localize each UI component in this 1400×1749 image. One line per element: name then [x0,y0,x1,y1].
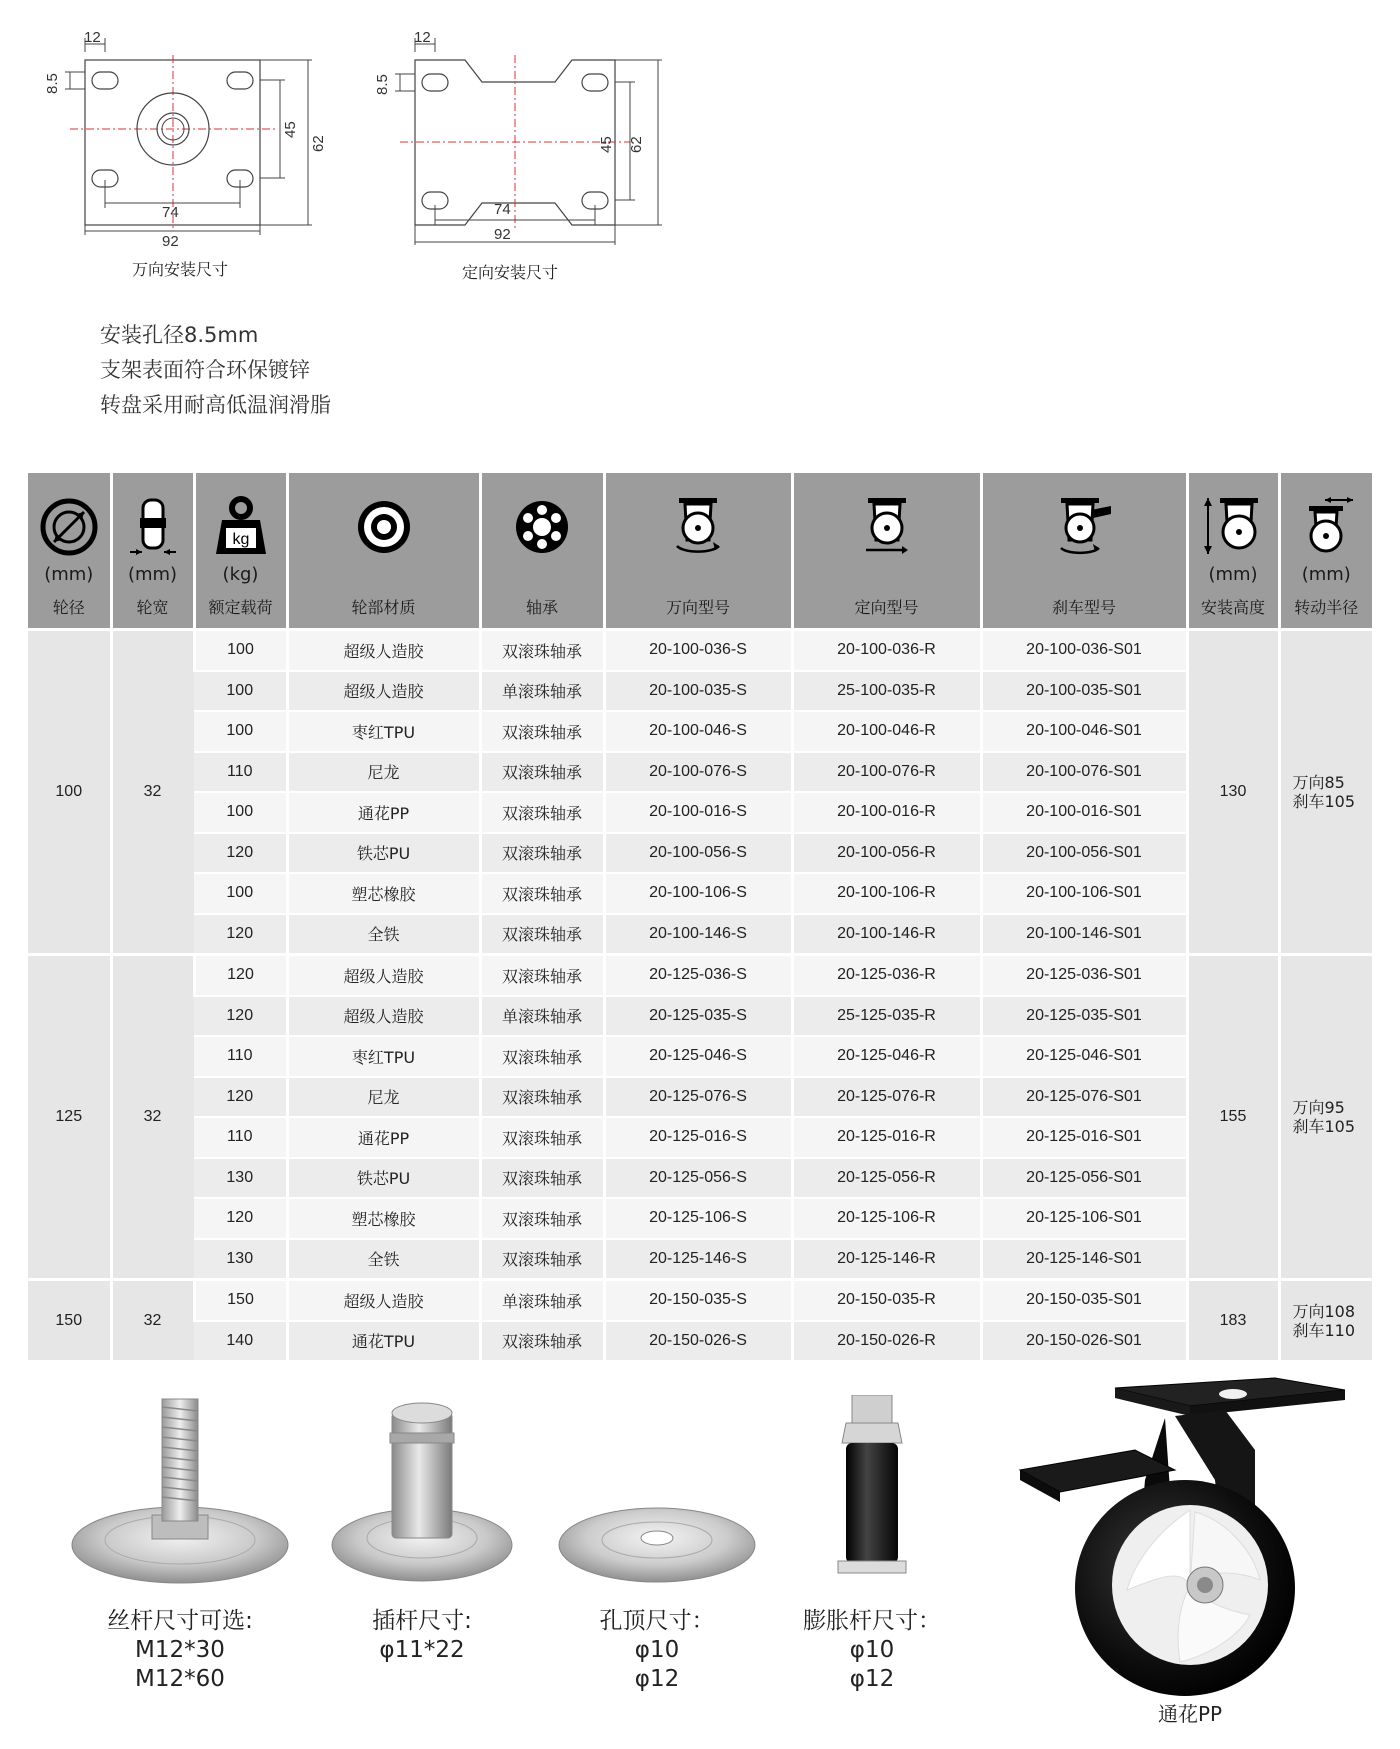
table-row [28,671,1372,712]
bearing-cell: 双滚珠轴承 [480,833,604,874]
load-cell: 100 [194,711,287,752]
rigid-model-cell: 20-150-026-R [792,1321,981,1361]
swivel-radius-line: 万向95 [1292,1098,1345,1117]
expansion-stem-accessory [772,1395,972,1694]
column-unit: (mm) [1301,564,1351,585]
swivel-model-cell: 20-100-046-S [604,711,792,752]
brake-model-cell: 20-100-146-S01 [981,914,1187,955]
load-weight-icon [196,496,286,558]
material-cell: 超级人造胶 [287,671,480,712]
rigid-model-cell: 20-125-106-R [792,1198,981,1239]
swivel-model-cell: 20-100-036-S [604,630,792,671]
spec-note: 安装孔径8.5mm [100,323,259,347]
svg-text:8.5: 8.5 [374,74,391,95]
column-unit: (mm) [1208,564,1258,585]
bearing-cell: 双滚珠轴承 [480,1198,604,1239]
table-row [28,1036,1372,1077]
material-cell: 超级人造胶 [287,630,480,671]
accessory-title: 插杆尺寸: [372,1608,472,1634]
material-cell: 超级人造胶 [287,996,480,1037]
load-cell: 120 [194,833,287,874]
bearing-cell: 双滚珠轴承 [480,914,604,955]
svg-text:74: 74 [162,204,179,221]
column-label: 定向型号 [854,598,919,617]
spec-notes [100,318,331,423]
rigid-model-cell: 20-100-036-R [792,630,981,671]
rigid-model-cell: 25-100-035-R [792,671,981,712]
wheel-diameter-cell: 125 [28,955,111,1280]
load-cell: 120 [194,914,287,955]
load-cell: 100 [194,630,287,671]
threaded-stem-image [60,1395,300,1585]
table-header-row [28,473,1372,630]
table-row [28,1158,1372,1199]
brake-model-cell: 20-100-036-S01 [981,630,1187,671]
rigid-model-cell: 20-100-016-R [792,792,981,833]
material-cell: 塑芯橡胶 [287,1198,480,1239]
swivel-caster-icon [606,496,791,558]
column-header-5 [604,473,792,630]
brake-model-cell: 20-125-036-S01 [981,955,1187,996]
table-row [28,711,1372,752]
load-cell: 120 [194,1198,287,1239]
wheel-material-icon [289,496,479,558]
mounting-height-cell: 183 [1187,1280,1279,1361]
brake-model-cell: 20-100-106-S01 [981,873,1187,914]
brake-model-cell: 20-100-056-S01 [981,833,1187,874]
rigid-model-cell: 20-100-056-R [792,833,981,874]
column-label: 刹车型号 [1051,598,1116,617]
brake-model-cell: 20-150-026-S01 [981,1321,1187,1361]
rigid-model-cell: 20-125-046-R [792,1036,981,1077]
rigid-drawing-caption: 定向安装尺寸 [461,263,558,282]
hole-top-accessory [552,1395,762,1694]
column-header-6 [792,473,981,630]
table-row [28,1198,1372,1239]
swivel-model-cell: 20-125-076-S [604,1077,792,1118]
expansion-stem-image [772,1395,972,1585]
swivel-model-cell: 20-100-056-S [604,833,792,874]
swivel-radius-line: 刹车105 [1292,1117,1356,1136]
load-cell: 100 [194,671,287,712]
swivel-model-cell: 20-100-076-S [604,752,792,793]
swivel-plate-drawing [40,30,340,260]
material-cell: 全铁 [287,914,480,955]
swivel-model-cell: 20-125-056-S [604,1158,792,1199]
table-row [28,630,1372,671]
swivel-model-cell: 20-125-046-S [604,1036,792,1077]
material-cell: 铁芯PU [287,1158,480,1199]
rigid-caster-icon [794,496,980,558]
column-header-1 [111,473,194,630]
column-label: 额定载荷 [208,598,273,617]
brake-model-cell: 20-125-056-S01 [981,1158,1187,1199]
column-label: 轮宽 [136,598,169,617]
accessory-value: M12*30 [135,1637,225,1663]
table-row [28,792,1372,833]
rigid-model-cell: 20-100-146-R [792,914,981,955]
load-cell: 140 [194,1321,287,1361]
bearing-cell: 双滚珠轴承 [480,1158,604,1199]
svg-text:62: 62 [310,135,327,152]
svg-text:12: 12 [414,30,431,46]
load-cell: 130 [194,1239,287,1280]
column-label: 轮径 [52,598,85,617]
swivel-drawing-caption: 万向安装尺寸 [131,260,228,279]
brake-model-cell: 20-150-035-S01 [981,1280,1187,1321]
wheel-diameter-cell: 150 [28,1280,111,1361]
bearing-cell: 双滚珠轴承 [480,1239,604,1280]
wheel-width-cell: 32 [111,955,194,1280]
plug-stem-accessory [322,1395,522,1665]
rigid-model-cell: 20-100-106-R [792,873,981,914]
material-cell: 枣红TPU [287,711,480,752]
column-unit [289,564,479,585]
table-row [28,1280,1372,1321]
rigid-model-cell: 20-125-016-R [792,1117,981,1158]
swivel-radius-cell [1279,955,1372,1280]
accessory-value: φ12 [634,1666,680,1692]
column-unit: (kg) [222,564,259,585]
svg-text:8.5: 8.5 [44,73,61,94]
load-cell: 100 [194,873,287,914]
wheel-diameter-icon [28,496,110,558]
accessory-value: φ12 [849,1666,895,1692]
column-header-9 [1279,473,1372,630]
brake-model-cell: 20-100-035-S01 [981,671,1187,712]
brake-model-cell: 20-125-016-S01 [981,1117,1187,1158]
swivel-radius-cell [1279,630,1372,955]
accessory-value: M12*60 [135,1666,225,1692]
table-row [28,752,1372,793]
table-row [28,1321,1372,1361]
svg-text:92: 92 [494,226,511,243]
brake-caster-icon [983,496,1186,558]
mounting-height-icon [1189,496,1278,558]
rigid-model-cell: 20-125-056-R [792,1158,981,1199]
column-header-2 [194,473,287,630]
wheel-width-icon [113,496,193,558]
plug-stem-image [322,1395,522,1585]
material-cell: 枣红TPU [287,1036,480,1077]
accessory-title: 丝杆尺寸可选: [107,1608,253,1634]
svg-text:45: 45 [598,136,615,153]
bearing-cell: 双滚珠轴承 [480,955,604,996]
load-cell: 150 [194,1280,287,1321]
bearing-cell: 双滚珠轴承 [480,1117,604,1158]
bearing-cell: 双滚珠轴承 [480,752,604,793]
brake-model-cell: 20-125-146-S01 [981,1239,1187,1280]
brake-model-cell: 20-125-106-S01 [981,1198,1187,1239]
brake-model-cell: 20-125-046-S01 [981,1036,1187,1077]
swivel-radius-line: 刹车105 [1292,792,1356,811]
swivel-model-cell: 20-125-036-S [604,955,792,996]
svg-text:12: 12 [84,30,101,46]
column-label: 轴承 [525,598,558,617]
table-body [28,630,1372,1361]
material-cell: 通花PP [287,792,480,833]
svg-text:45: 45 [282,121,299,138]
caster-photo-caption: 通花PP [1158,1702,1223,1726]
swivel-model-cell: 20-100-146-S [604,914,792,955]
wheel-diameter-cell: 100 [28,630,111,955]
material-cell: 尼龙 [287,1077,480,1118]
table-row [28,1077,1372,1118]
bearing-cell: 双滚珠轴承 [480,1321,604,1361]
rigid-model-cell: 20-125-076-R [792,1077,981,1118]
column-header-3 [287,473,480,630]
brake-model-cell: 20-100-076-S01 [981,752,1187,793]
swivel-model-cell: 20-150-035-S [604,1280,792,1321]
table-row [28,1117,1372,1158]
column-header-0 [28,473,111,630]
svg-text:kg: kg [232,531,249,548]
rigid-model-cell: 20-150-035-R [792,1280,981,1321]
table-row [28,833,1372,874]
column-label: 轮部材质 [351,598,416,617]
material-cell: 全铁 [287,1239,480,1280]
mounting-height-cell: 155 [1187,955,1279,1280]
table-row [28,955,1372,996]
load-cell: 110 [194,752,287,793]
load-cell: 110 [194,1117,287,1158]
svg-text:62: 62 [628,136,645,153]
column-header-4 [480,473,604,630]
bearing-cell: 单滚珠轴承 [480,1280,604,1321]
spec-note: 转盘采用耐高低温润滑脂 [100,393,331,417]
table-row [28,873,1372,914]
column-unit [794,564,980,585]
hole-top-image [552,1395,762,1585]
material-cell: 铁芯PU [287,833,480,874]
load-cell: 120 [194,955,287,996]
caster-spec-table [28,473,1372,1360]
rigid-model-cell: 20-125-146-R [792,1239,981,1280]
bearing-cell: 双滚珠轴承 [480,792,604,833]
swivel-radius-icon [1281,496,1373,558]
swivel-radius-line: 万向108 [1292,1301,1356,1321]
accessory-title: 孔顶尺寸： [599,1608,715,1634]
column-header-8 [1187,473,1279,630]
load-cell: 110 [194,1036,287,1077]
column-unit: (mm) [44,564,94,585]
material-cell: 超级人造胶 [287,1280,480,1321]
load-cell: 120 [194,996,287,1037]
bearing-cell: 双滚珠轴承 [480,630,604,671]
swivel-model-cell: 20-125-016-S [604,1117,792,1158]
swivel-model-cell: 20-100-106-S [604,873,792,914]
accessory-title: 膨胀杆尺寸： [803,1608,941,1634]
table-row [28,1239,1372,1280]
accessory-value: φ10 [634,1637,680,1663]
caster-photo [1015,1370,1355,1700]
brake-model-cell: 20-100-016-S01 [981,792,1187,833]
accessory-value: φ10 [849,1637,895,1663]
material-cell: 超级人造胶 [287,955,480,996]
rigid-model-cell: 20-100-076-R [792,752,981,793]
svg-text:92: 92 [162,233,179,250]
column-unit: (mm) [127,564,178,585]
table-row [28,996,1372,1037]
column-label: 转动半径 [1294,598,1359,617]
bearing-cell: 双滚珠轴承 [480,873,604,914]
rigid-model-cell: 20-100-046-R [792,711,981,752]
swivel-model-cell: 20-100-016-S [604,792,792,833]
column-label: 万向型号 [665,598,730,617]
bearing-cell: 双滚珠轴承 [480,1036,604,1077]
swivel-model-cell: 20-150-026-S [604,1321,792,1361]
rigid-plate-drawing [370,30,670,260]
swivel-model-cell: 20-125-106-S [604,1198,792,1239]
swivel-model-cell: 20-100-035-S [604,671,792,712]
wheel-width-cell: 32 [111,1280,194,1361]
column-header-7 [981,473,1187,630]
swivel-radius-line: 刹车110 [1292,1320,1356,1340]
swivel-model-cell: 20-125-146-S [604,1239,792,1280]
spec-note: 支架表面符合环保镀锌 [100,358,310,382]
threaded-stem-accessory [60,1395,300,1694]
brake-model-cell: 20-100-046-S01 [981,711,1187,752]
load-cell: 130 [194,1158,287,1199]
swivel-model-cell: 20-125-035-S [604,996,792,1037]
column-label: 安装高度 [1200,598,1265,617]
load-cell: 120 [194,1077,287,1118]
material-cell: 塑芯橡胶 [287,873,480,914]
rigid-model-cell: 20-125-036-R [792,955,981,996]
column-unit [482,564,603,585]
material-cell: 通花TPU [287,1321,480,1361]
bearing-icon [482,496,603,558]
bearing-cell: 双滚珠轴承 [480,1077,604,1118]
material-cell: 尼龙 [287,752,480,793]
brake-model-cell: 20-125-076-S01 [981,1077,1187,1118]
bearing-cell: 单滚珠轴承 [480,996,604,1037]
column-unit [983,564,1186,585]
swivel-radius-line: 万向85 [1292,773,1345,792]
material-cell: 通花PP [287,1117,480,1158]
bearing-cell: 双滚珠轴承 [480,711,604,752]
table-row [28,914,1372,955]
swivel-radius-cell [1279,1280,1372,1361]
svg-text:74: 74 [494,201,511,218]
accessory-value: φ11*22 [379,1637,465,1663]
wheel-width-cell: 32 [111,630,194,955]
bearing-cell: 单滚珠轴承 [480,671,604,712]
rigid-model-cell: 25-125-035-R [792,996,981,1037]
column-unit [606,564,791,585]
mounting-height-cell: 130 [1187,630,1279,955]
load-cell: 100 [194,792,287,833]
brake-model-cell: 20-125-035-S01 [981,996,1187,1037]
